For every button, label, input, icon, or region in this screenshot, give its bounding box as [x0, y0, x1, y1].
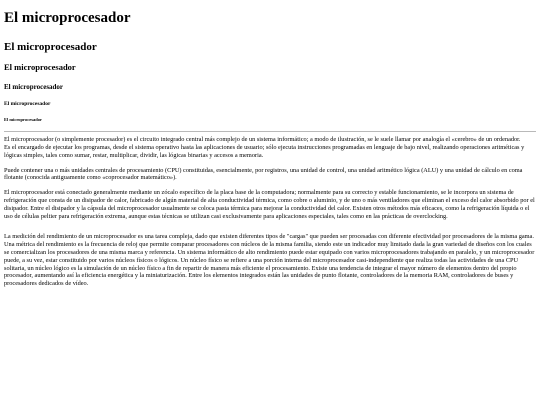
- heading-level-4: El microprocesador: [4, 82, 64, 91]
- heading-level-2: El microprocesador: [4, 41, 97, 54]
- heading-level-5: El microprocesador: [4, 100, 51, 107]
- paragraph-cooling: El microprocesador está conectado generalmente mediante un zócalo específico de la placa base de la computadora; normalmente para su correcto y estable funcionamiento, se le incorpora un sistema de refrigeración que consta de un disipador de calor, fabricado de algún material de alta conductividad térmica, como cobre o aluminio, y de uno o más ventiladores que eliminan el exceso del calor absorbido por el disipador. Entre el disipador y la cápsula del microprocesador usualmente se coloca pasta térmica para mejorar la conductividad del calor. Existen otros métodos más eficaces, como la refrigeración líquida o el uso de células peltier para refrigeración extrema, aunque estas técnicas se utilizan casi exclusivamente para aplicaciones especiales, tales como en las prácticas de overclocking.: [4, 189, 535, 220]
- horizontal-divider: [4, 131, 536, 132]
- heading-level-1: El microprocesador: [4, 10, 131, 26]
- heading-level-3: El microprocesador: [4, 61, 76, 72]
- paragraph-intro-1: El microprocesador (o simplemente procesador) es el circuito integrado central más complejo de un sistema informático; a modo de ilustración, se le suele llamar por analogía el «cerebro» de un ordenador.: [4, 136, 521, 144]
- paragraph-performance: La medición del rendimiento de un microprocesador es una tarea compleja, dado que existen diferentes tipos de "cargas" que pueden ser procesadas con diferente efectividad por procesadores de la misma gama. Una métrica del rendimiento es la frecuencia de reloj que permite comparar procesadores con núcleos de la misma familia, siendo este un indicador muy limitado dada la gran variedad de diseños con los cuales se comercializan los procesadores de una misma marca y referencia. Un sistema informático de alto rendimiento puede estar equipado con varios microprocesadores trabajando en paralelo, y un microprocesador puede, a su vez, estar constituido por varios núcleos físicos o lógicos. Un núcleo físico se refiere a una porción interna del microprocesador casi-independiente que realiza todas las actividades de una CPU solitaria, un núcleo lógico es la simulación de un núcleo físico a fin de repartir de manera más eficiente el procesamiento. Existe una tendencia de integrar el mayor número de elementos dentro del propio procesador, aumentando así la eficiencia energética y la miniaturización. Entre los elementos integrados están las unidades de punto flotante, controladores de la memoria RAM, controladores de buses y procesadores dedicados de vídeo.: [4, 233, 535, 288]
- paragraph-intro-2: Es el encargado de ejecutar los programas, desde el sistema operativo hasta las aplicaciones de usuario; sólo ejecuta instrucciones programadas en lenguaje de bajo nivel, realizando operaciones aritméticas y lógicas simples, tales como sumar, restar, multiplicar, dividir, las lógicas binarias y accesos a memoria.: [4, 143, 525, 159]
- paragraph-cpu-units: Puede contener una o más unidades centrales de procesamiento (CPU) constituidas, esencialmente, por registros, una unidad de control, una unidad aritmético lógica (ALU) y una unidad de cálculo en coma flotante (conocida antiguamente como «coprocesador matemático»).: [4, 166, 523, 182]
- heading-level-6: El microprocesador: [4, 117, 42, 123]
